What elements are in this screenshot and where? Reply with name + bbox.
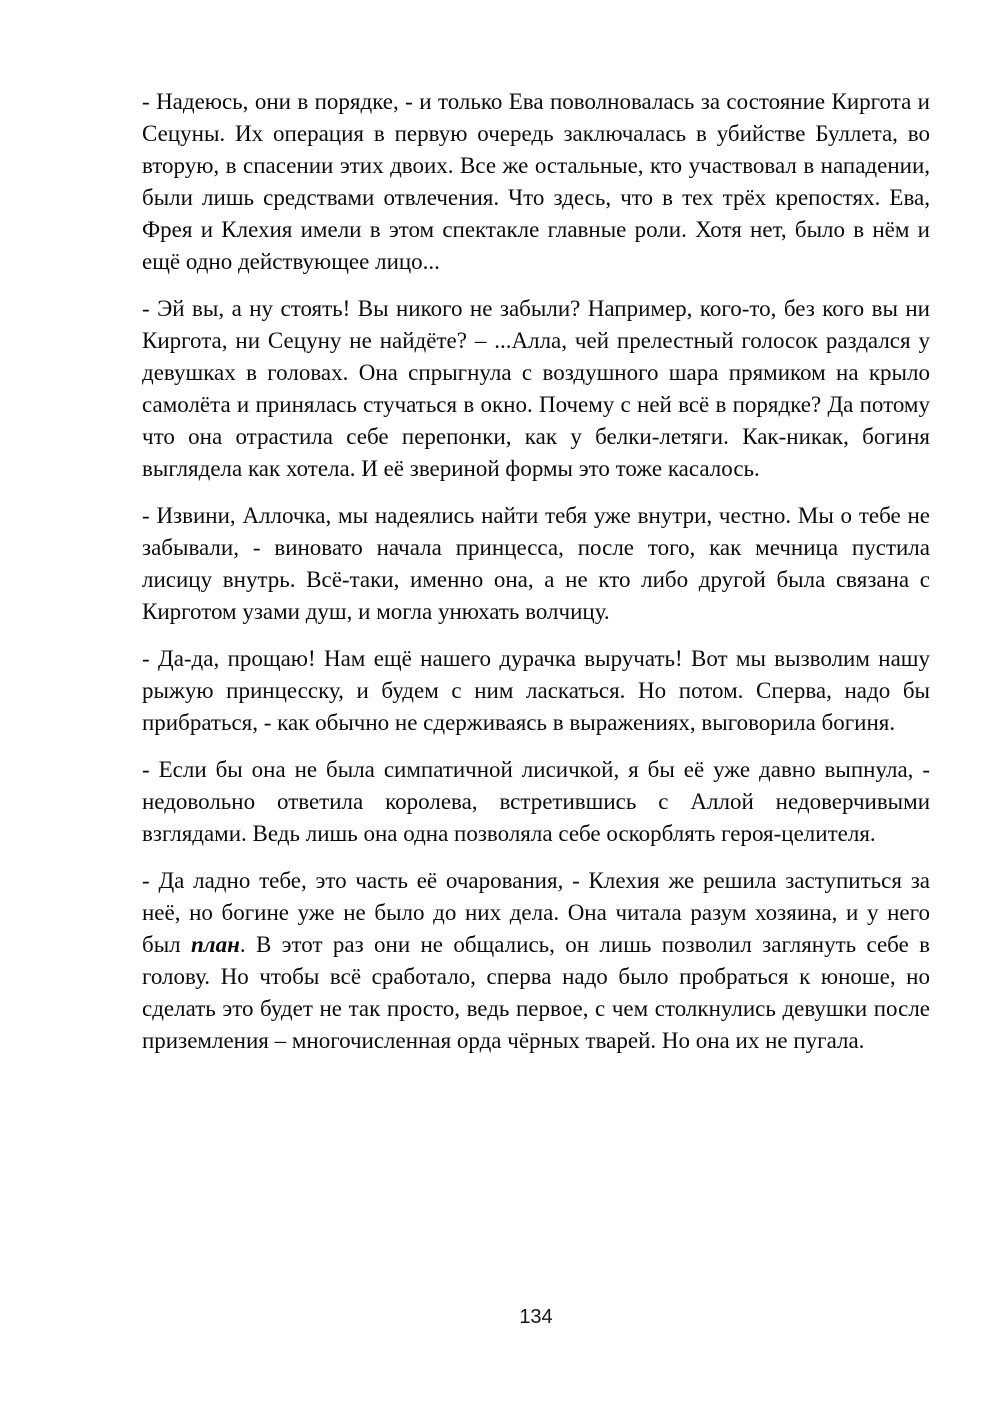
paragraph	[142, 293, 930, 485]
paragraph-text: - Да ладно тебе, это часть её очарования, - Клехия же решила заступиться за неё, но богине уже не было до них дела. Она читала разум хозяина, и у него был	[142, 868, 930, 957]
paragraph	[142, 86, 930, 278]
paragraph	[142, 865, 930, 1057]
paragraph	[142, 643, 930, 739]
paragraph-text: - Извини, Аллочка, мы надеялись найти тебя уже внутри, честно. Мы о тебе не забывали, - виновато начала принцесса, после того, как мечница пустила лисицу внутрь. Всё-таки, именно она, а не кто либо другой была связана с Кирготом узами душ, и могла унюхать волчицу.	[142, 503, 930, 624]
page-text	[142, 86, 930, 1057]
paragraph-text: . В этот раз они не общались, он лишь позволил заглянуть себе в голову. Но чтобы всё сработало, сперва надо было пробраться к юноше, но сделать это будет не так просто, ведь первое, с чем столкнулись девушки после приземления – многочисленная орда чёрных тварей. Но она их не пугала.	[142, 932, 930, 1053]
paragraph	[142, 500, 930, 628]
paragraph-text: - Надеюсь, они в порядке, - и только Ева поволновалась за состояние Киргота и Сецуны. Их операция в первую очередь заключалась в убийстве Буллета, во вторую, в спасении этих двоих. Все же остальные, кто участвовал в нападении, были лишь средствами отвлечения. Что здесь, что в тех трёх крепостях. Ева, Фрея и Клехия имели в этом спектакле главные роли. Хотя нет, было в нём и ещё одно действующее лицо...	[142, 89, 930, 274]
page-number: 134	[519, 1306, 553, 1328]
paragraph-text: - Если бы она не была симпатичной лисичкой, я бы её уже давно выпнула, - недовольно ответила королева, встретившись с Аллой недоверчивыми взглядами. Ведь лишь она одна позволяла себе оскорблять героя-целителя.	[142, 757, 930, 846]
paragraph-text: - Эй вы, а ну стоять! Вы никого не забыли? Например, кого-то, без кого вы ни Киргота, ни Сецуну не найдёте? – ...Алла, чей прелестный голосок раздался у девушках в головах. Она спрыгнула с воздушного шара прямиком на крыло самолёта и принялась стучаться в окно. Почему с ней всё в порядке? Да потому что она отрастила себе перепонки, как у белки-летяги. Как-никак, богиня выглядела как хотела. И её звериной формы это тоже касалось.	[142, 296, 930, 481]
emphasized-text: план	[190, 932, 240, 957]
paragraph-text: - Да-да, прощаю! Нам ещё нашего дурачка выручать! Вот мы вызволим нашу рыжую принцесску, и будем с ним ласкаться. Но потом. Сперва, надо бы прибраться, - как обычно не сдерживаясь в выражениях, выговорила богиня.	[142, 646, 930, 735]
paragraph	[142, 754, 930, 850]
